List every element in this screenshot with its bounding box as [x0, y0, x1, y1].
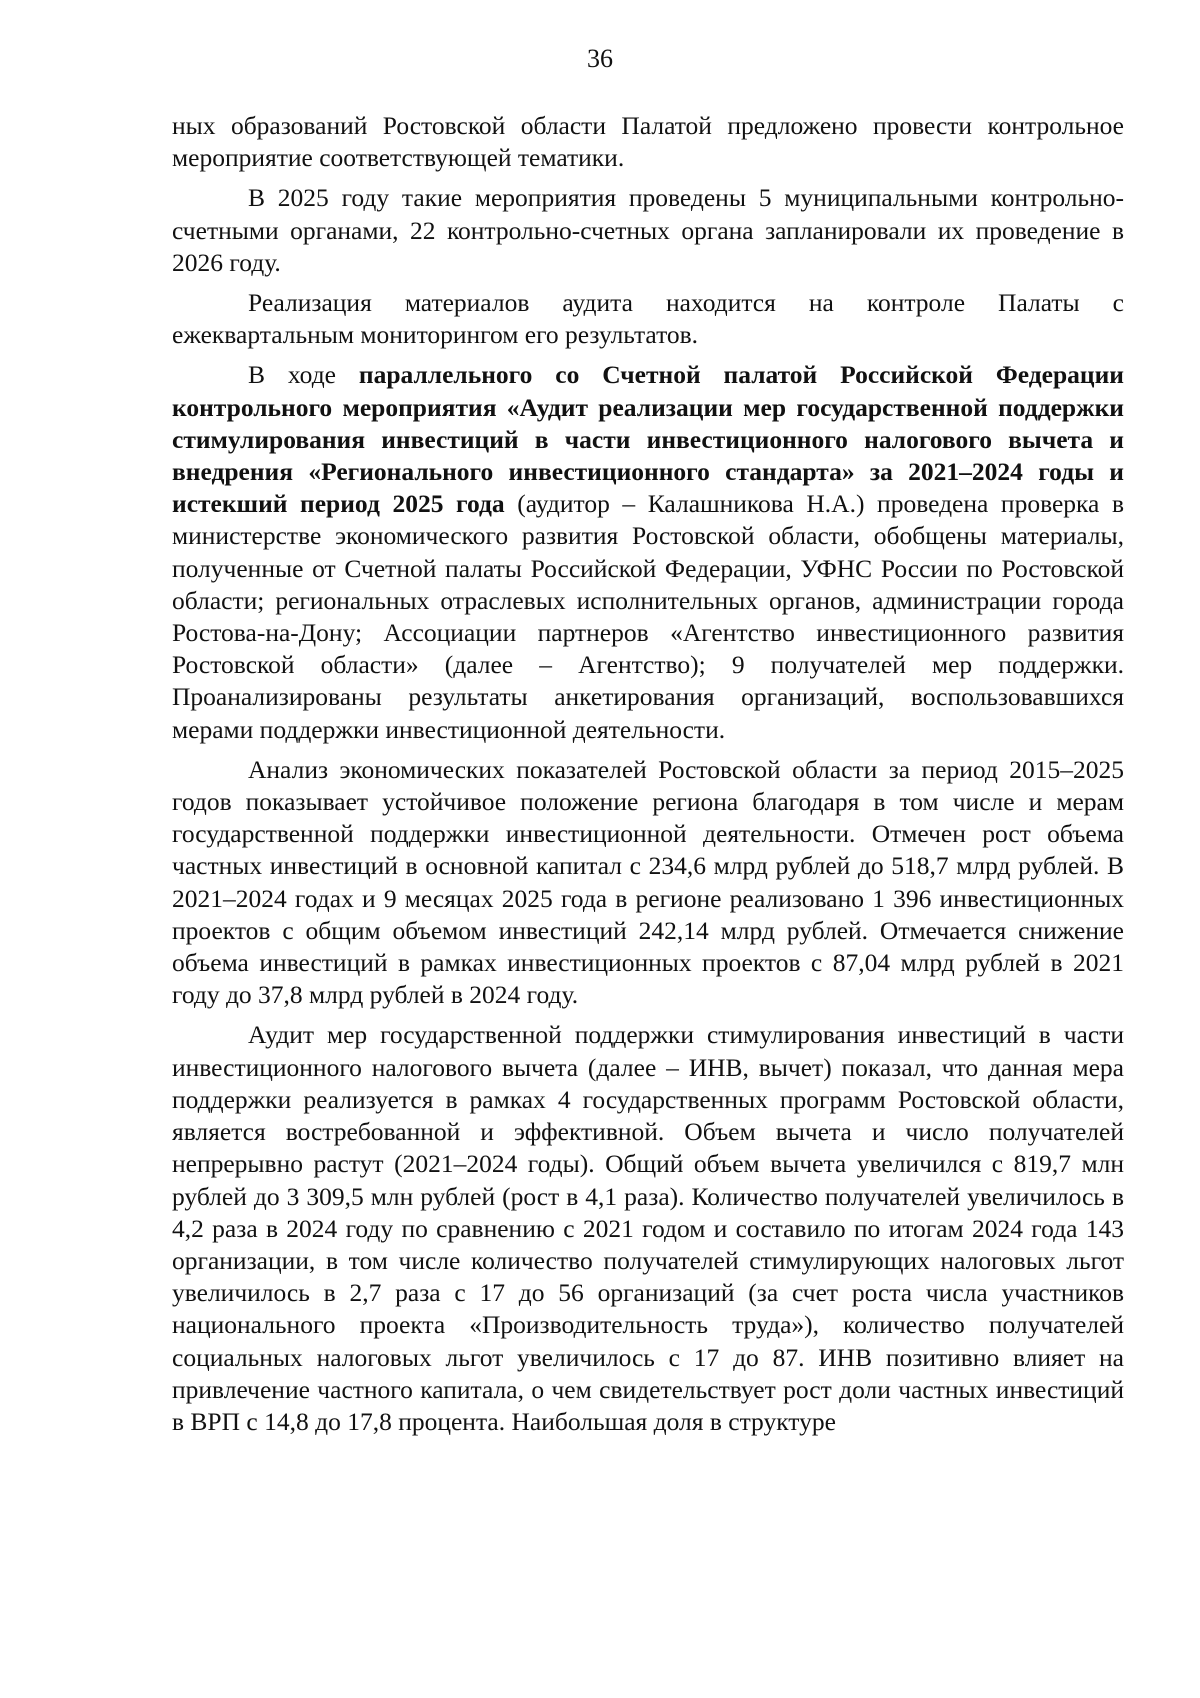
paragraph-1: ных образований Ростовской области Палатой предложено провести контрольное мероприятие соответствующей тематики.: [172, 111, 1124, 173]
document-body: [172, 110, 1124, 1446]
paragraph-5: Анализ экономических показателей Ростовской области за период 2015–2025 годов показывает устойчивое положение региона благодаря в том числе и мерам государственной поддержки инвестиционной деятельности. Отмечен рост объема частных инвестиций в основной капитал с 234,6 млрд рублей до 518,7 млрд рублей. В 2021–2024 годах и 9 месяцах 2025 года в регионе реализовано 1 396 инвестиционных проектов с общим объемом инвестиций 242,14 млрд рублей. Отмечается снижение объема инвестиций в рамках инвестиционных проектов с 87,04 млрд рублей в 2021 году до 37,8 млрд рублей в 2024 году.: [172, 754, 1124, 1010]
page-number: 36: [587, 44, 613, 73]
paragraph-4: [172, 359, 1124, 745]
paragraph-4-rest: (аудитор – Калашникова Н.А.) проведена проверка в министерстве экономического развития Ростовской области, обобщены материалы, полученные от Счетной палаты Российской Федерации, УФНС России по Ростовской области; региональных отраслевых исполнительных органов, администрации города Ростова-на-Дону; Ассоциации партнеров «Агентство инвестиционного развития Ростовской области» (далее – Агентство); 9 получателей мер поддержки. Проанализированы результаты анкетирования организаций, воспользовавшихся мерами поддержки инвестиционной деятельности.: [172, 489, 1124, 744]
paragraph-4-lead: В ходе: [248, 360, 359, 390]
paragraph-6: Аудит мер государственной поддержки стимулирования инвестиций в части инвестиционного налогового вычета (далее – ИНВ, вычет) показал, что данная мера поддержки реализуется в рамках 4 государственных программ Ростовской области, является востребованной и эффективной. Объем вычета и число получателей непрерывно растут (2021–2024 годы). Общий объем вычета увеличился с 819,7 млн рублей до 3 309,5 млн рублей (рост в 4,1 раза). Количество получателей увеличилось в 4,2 раза в 2024 году по сравнению с 2021 годом и составило по итогам 2024 года 143 организации, в том числе количество получателей стимулирующих налоговых льгот увеличилось в 2,7 раза с 17 до 56 организаций (за счет роста числа участников национального проекта «Производительность труда»), количество получателей социальных налоговых льгот увеличилось с 17 до 87. ИНВ позитивно влияет на привлечение частного капитала, о чем свидетельствует рост доли частных инвестиций в ВРП с 14,8 до 17,8 процента. Наибольшая доля в структуре: [172, 1020, 1124, 1436]
paragraph-4-bold-title: параллельного со Счетной палатой Российской Федерации контрольного мероприятия «Аудит реализации мер государственной поддержки стимулирования инвестиций в части инвестиционного налогового вычета и внедрения «Регионального инвестиционного стандарта» за 2021–2024 годы и истекший период 2025 года: [172, 360, 1124, 519]
paragraph-3: Реализация материалов аудита находится на контроле Палаты с ежеквартальным мониторингом его результатов.: [172, 288, 1124, 350]
paragraph-2: В 2025 году такие мероприятия проведены 5 муниципальными контрольно-счетными органами, 22 контрольно-счетных органа запланировали их проведение в 2026 году.: [172, 183, 1124, 277]
